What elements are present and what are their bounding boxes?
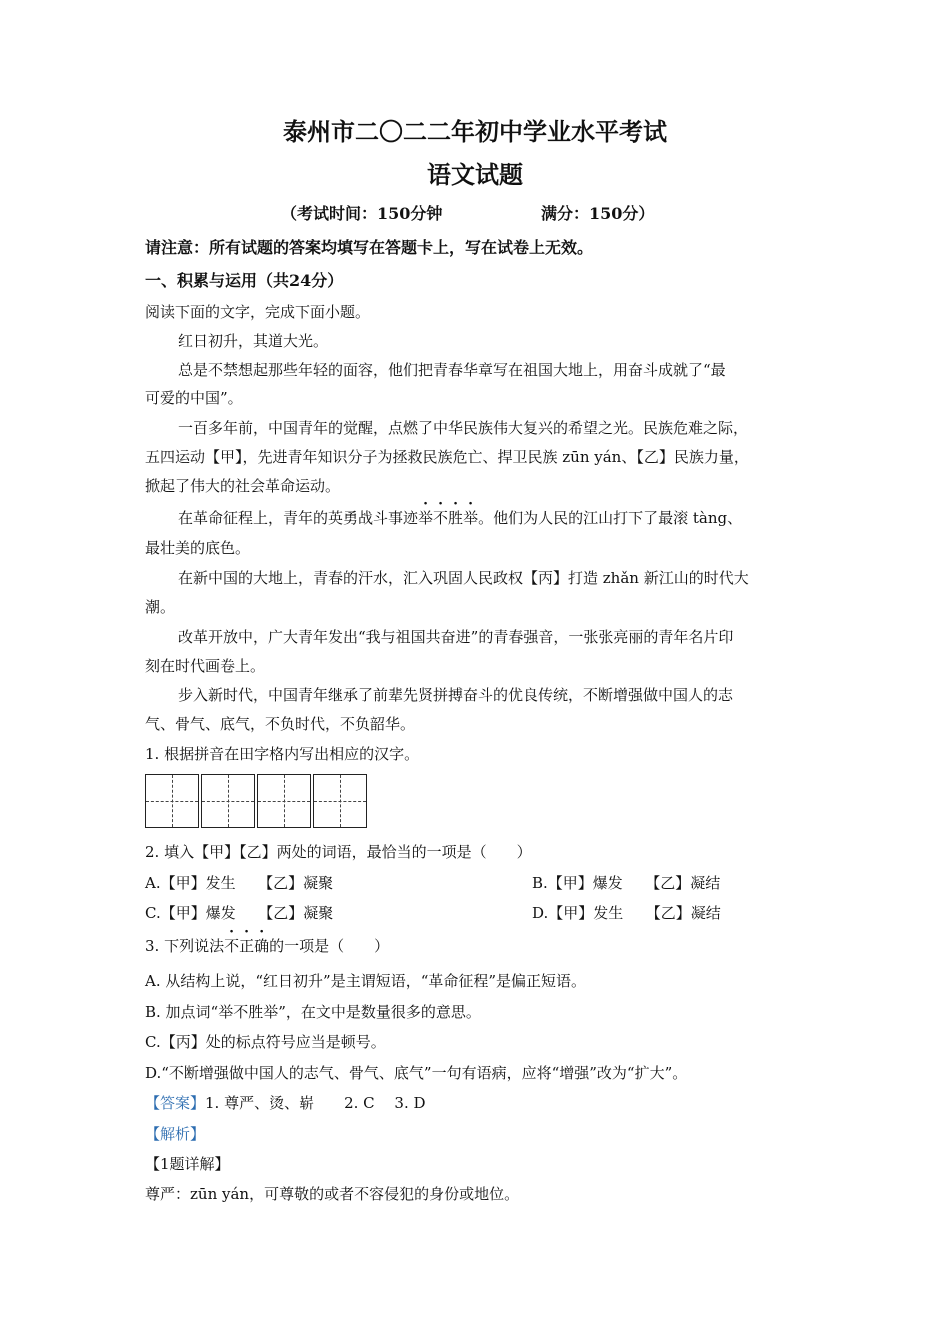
tianzige-cell[interactable] [313,774,367,828]
q3-option-c[interactable]: C.【丙】处的标点符号应当是顿号。 [145,1033,386,1051]
reading-instruction: 阅读下面的文字，完成下面小题。 [145,303,371,321]
passage-line: 改革开放中，广大青年发出“我与祖国共奋进”的青春强音，一张张亮丽的青年名片印 [178,628,734,646]
passage-line: 步入新时代，中国青年继承了前辈先贤拼搏奋斗的优良传统，不断增强做中国人的志 [178,686,734,704]
question-3 [145,936,389,956]
passage-line: 一百多年前，中国青年的觉醒，点燃了中华民族伟大复兴的希望之光。民族危难之际， [178,419,749,437]
answer-label: 【答案】 [145,1094,206,1112]
passage-text: 在革命征程上，青年的英勇战斗事迹 [178,509,419,527]
passage-line: 掀起了伟大的社会革命运动。 [145,477,341,495]
tianzige-cell[interactable] [257,774,311,828]
exam-title: 泰州市二〇二二年初中学业水平考试 [283,117,667,146]
q2-option-c[interactable]: C.【甲】爆发 【乙】凝聚 [145,904,334,922]
section-heading: 一、积累与运用（共24分） [145,271,344,290]
answer-text: 1. 尊严、烫、崭 2. C 3. D [205,1094,426,1112]
question-1: 1. 根据拼音在田字格内写出相应的汉字。 [145,745,420,763]
exam-subtitle: 语文试题 [427,160,523,189]
q3-option-b[interactable]: B. 加点词“举不胜举”，在文中是数量很多的意思。 [145,1003,481,1021]
passage-line-emphasis [178,508,742,528]
passage-text: 。他们为人民的江山打下了最滚 tàng、 [478,509,743,527]
question-text: 的一项是（ ） [269,937,390,955]
emphasis-char: 不 [224,937,240,955]
emphasis-char: 不 [433,509,449,527]
tianzige-cell[interactable] [201,774,255,828]
passage-line: 潮。 [145,598,176,616]
emphasis-char: 举 [463,509,479,527]
question-text: 3. 下列说法 [145,937,225,955]
detail-label: 【1题详解】 [145,1155,230,1173]
passage-line: 总是不禁想起那些年轻的面容，他们把青春华章写在祖国大地上，用奋斗成就了“最 [178,361,726,379]
exam-time: （考试时间：150分钟 [281,204,443,223]
passage-line: 在新中国的大地上，青春的汗水，汇入巩固人民政权【丙】打造 zhǎn 新江山的时代大 [178,569,749,587]
tianzige-cell[interactable] [145,774,199,828]
emphasis-char: 胜 [448,509,464,527]
passage-line: 刻在时代画卷上。 [145,657,266,675]
passage-line: 最壮美的底色。 [145,539,251,557]
q3-option-a[interactable]: A. 从结构上说，“红日初升”是主谓短语，“革命征程”是偏正短语。 [145,972,587,990]
emphasis-char: 正 [239,937,255,955]
tianzige-grid[interactable] [145,774,367,828]
q2-option-b[interactable]: B.【甲】爆发 【乙】凝结 [532,874,721,892]
passage-line: 红日初升，其道大光。 [178,332,329,350]
analysis-label: 【解析】 [145,1125,206,1143]
q2-option-d[interactable]: D.【甲】发生 【乙】凝结 [532,904,721,922]
detail-text: 尊严：zūn yán，可尊敬的或者不容侵犯的身份或地位。 [145,1185,520,1203]
emphasis-char: 确 [254,937,270,955]
passage-line: 气、骨气、底气，不负时代，不负韶华。 [145,715,416,733]
emphasis-char: 举 [418,509,434,527]
q3-option-d[interactable]: D.“不断增强做中国人的志气、骨气、底气”一句有语病，应将“增强”改为“扩大”。 [145,1064,688,1082]
question-2: 2. 填入【甲】【乙】两处的词语，最恰当的一项是（ ） [145,843,532,861]
exam-notice: 请注意：所有试题的答案均填写在答题卡上，写在试卷上无效。 [145,238,594,257]
answer-line [145,1093,426,1113]
passage-line: 可爱的中国”。 [145,389,243,407]
passage-line: 五四运动【甲】，先进青年知识分子为拯救民族危亡、捍卫民族 zūn yán、【乙】民族力量， [145,448,749,466]
exam-score: 满分：150分） [541,204,655,223]
q2-option-a[interactable]: A.【甲】发生 【乙】凝聚 [145,874,334,892]
